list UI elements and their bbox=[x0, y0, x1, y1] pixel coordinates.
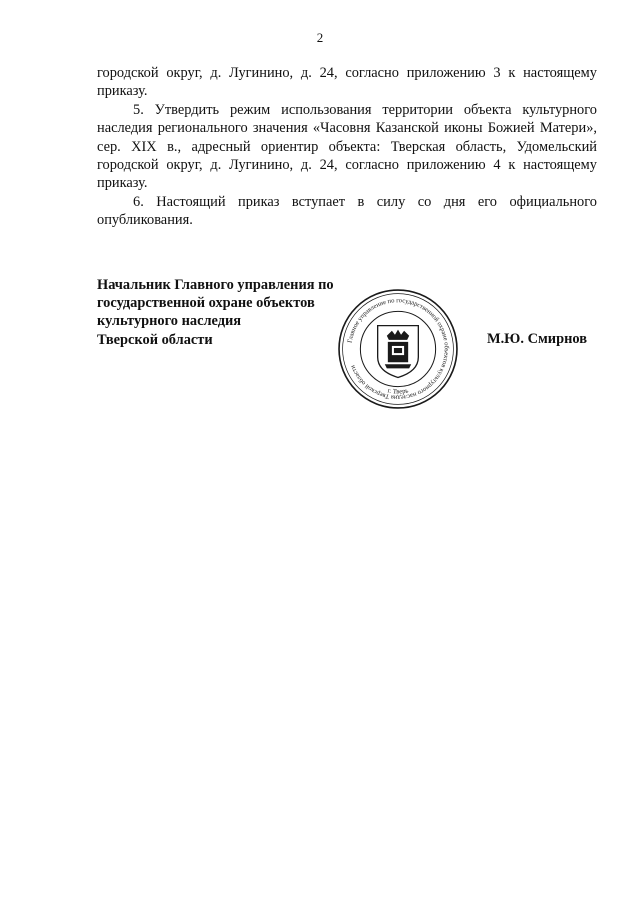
signatory-position-line: государственной охране объектов bbox=[97, 295, 315, 312]
signatory-position-line: культурного наследия bbox=[97, 313, 242, 330]
official-seal bbox=[337, 288, 459, 410]
paragraph-item-6: 6. Настоящий приказ вступает в силу со дня его официального опубликования. bbox=[97, 193, 597, 229]
seal-coat-of-arms-icon bbox=[378, 326, 419, 378]
signatory-name: М.Ю. Смирнов bbox=[487, 331, 587, 347]
signatory-position-line: Тверской области bbox=[97, 331, 213, 348]
paragraph-item-5: 5. Утвердить режим использования территории объекта культурного наследия регионального значения «Часовня Казанской иконы Божией Матери», сер. XIX в., адресный ориентир объекта: Тверская область, Удомельский городской округ, д. Лугинино, д. 24, согласно приложению 4 к настоящему приказу. bbox=[97, 101, 597, 192]
seal-ring-text-path: Главное управление по государственной охране объектов культурного наследия Тверской области bbox=[346, 297, 450, 401]
page-number: 2 bbox=[316, 30, 324, 45]
paragraph-continuation: городской округ, д. Лугинино, д. 24, согласно приложению 3 к настоящему приказу. bbox=[97, 65, 597, 100]
document-body bbox=[97, 64, 597, 230]
seal-city-text bbox=[387, 387, 409, 395]
seal-city-text-path: г. Тверь bbox=[386, 387, 410, 396]
signatory-position bbox=[97, 276, 357, 349]
signatory-position-line: Начальник Главного управления по bbox=[97, 277, 334, 293]
